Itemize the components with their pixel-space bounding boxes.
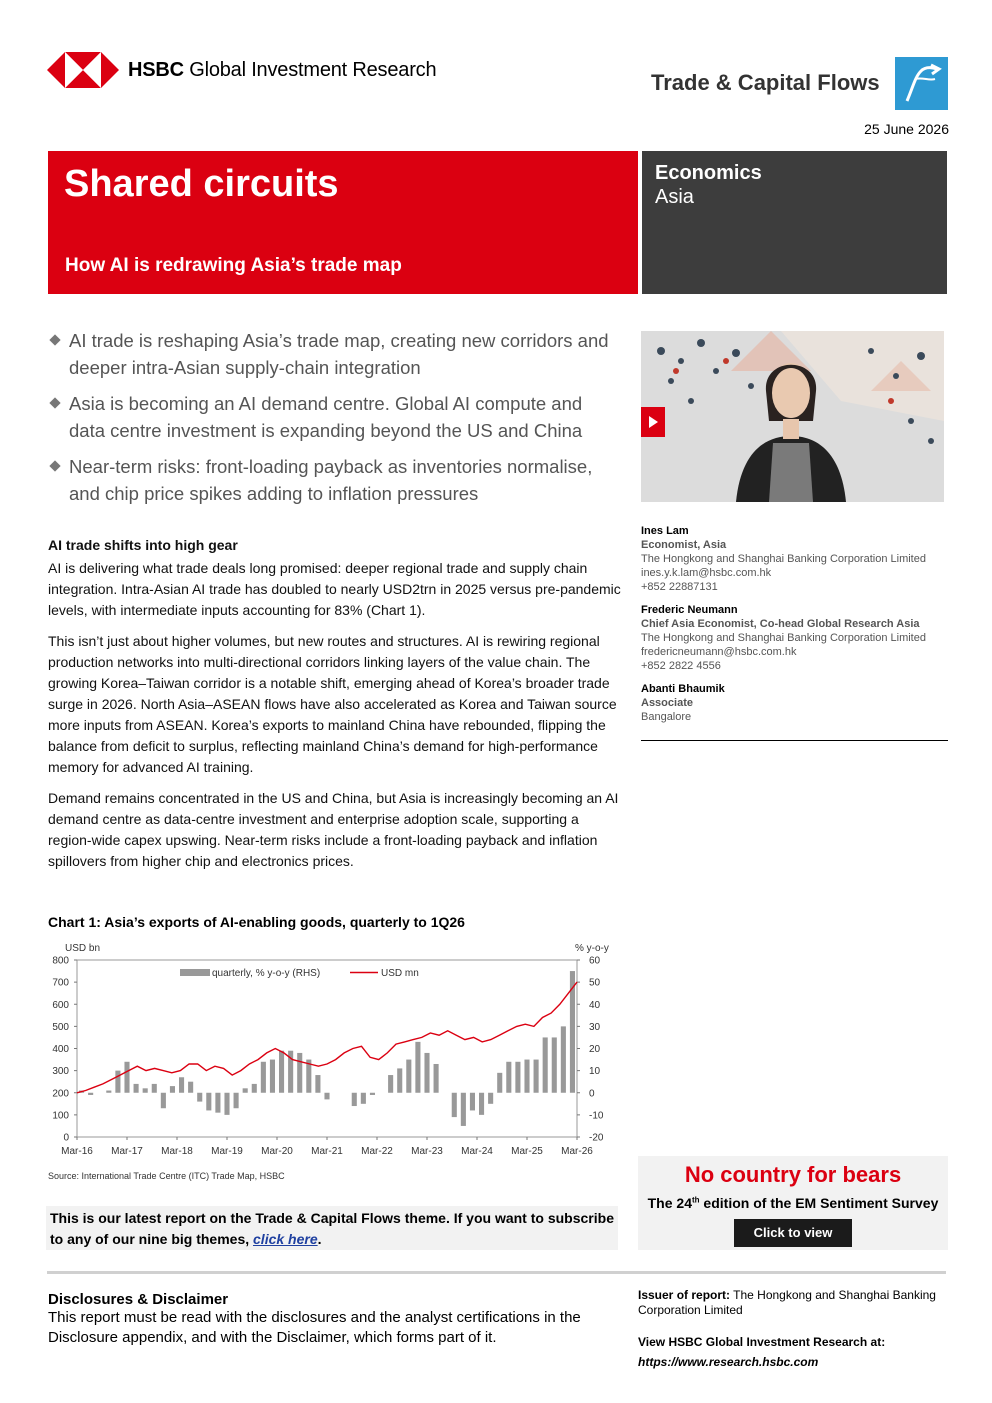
- bar: [324, 1093, 329, 1100]
- analyst-org: The Hongkong and Shanghai Banking Corporation Limited: [641, 553, 926, 565]
- bar: [424, 1053, 429, 1093]
- cta-text: This is our latest report on the Trade & Capital Flows theme. If you want to subscribe to any of our nine big themes,: [50, 1210, 614, 1247]
- analyst-card: [641, 603, 946, 673]
- bar: [388, 1075, 393, 1093]
- x-tick-label: Mar-17: [111, 1146, 143, 1157]
- bar: [188, 1082, 193, 1093]
- body-paragraph: This isn’t just about higher volumes, but new routes and structures. AI is rewiring regional production networks into multi-directional corridors linking layers of the value chain. The growing Korea–Taiwan corridor is a notable shift, emerging ahead of Korea’s broader trade surge in 2026. North Asia–ASEAN flows have also accelerated as Korea and Taiwan source more inputs from ASEAN. Korea’s exports to mainland China have rebounded, flipping the balance from deficit to surplus, reflecting mainland China’s demand for high-performance memory for advanced AI training.: [48, 633, 617, 775]
- click-here-link[interactable]: click here: [253, 1231, 318, 1247]
- bar: [461, 1093, 466, 1126]
- bar: [206, 1093, 211, 1111]
- bar: [534, 1060, 539, 1093]
- report-date: 25 June 2026: [864, 121, 949, 137]
- analyst-org: Bangalore: [641, 711, 692, 723]
- brand-wordmark: [128, 59, 436, 82]
- legend-bar-swatch: [180, 969, 210, 976]
- bar: [243, 1088, 248, 1092]
- plot-frame: [77, 960, 577, 1137]
- y-tick-label-right: -10: [589, 1110, 604, 1122]
- bar: [497, 1073, 502, 1093]
- y-tick-label-right: 40: [589, 999, 601, 1011]
- x-tick-label: Mar-19: [211, 1146, 243, 1157]
- analyst-phone: +852 2822 4556: [641, 660, 721, 672]
- bar: [115, 1071, 120, 1093]
- bar: [506, 1062, 511, 1093]
- promo-subtitle: The 24th edition of the EM Sentiment Survey: [647, 1195, 939, 1211]
- bar: [543, 1037, 548, 1092]
- hsbc-hexagon-icon: [47, 52, 119, 88]
- bar: [252, 1084, 257, 1093]
- body-content: [48, 535, 623, 882]
- analyst-role: Chief Asia Economist, Co-head Global Research Asia: [641, 618, 920, 630]
- issuer-section: [638, 1288, 938, 1370]
- y-tick-label-left: 100: [52, 1110, 69, 1122]
- analyst-role: Associate: [641, 697, 693, 709]
- analyst-name: Abanti Bhaumik: [641, 683, 725, 695]
- bar: [88, 1093, 93, 1095]
- y-tick-label-right: 0: [589, 1088, 595, 1100]
- y-axis-left-unit: USD bn: [65, 943, 101, 954]
- chart-1: [40, 938, 620, 1163]
- bar: [124, 1062, 129, 1093]
- bar: [406, 1060, 411, 1093]
- video-thumbnail[interactable]: [641, 331, 944, 502]
- bar: [179, 1077, 184, 1092]
- bar: [261, 1062, 266, 1093]
- bar: [197, 1093, 202, 1102]
- bar: [134, 1084, 139, 1093]
- key-point: AI trade is reshaping Asia’s trade map, creating new corridors and deeper intra-Asian supply-chain integration: [48, 328, 618, 381]
- bar: [470, 1093, 475, 1111]
- hsbc-logo: [47, 52, 119, 88]
- bar: [452, 1093, 457, 1117]
- promo-title: No country for bears: [684, 1162, 902, 1187]
- analyst-email[interactable]: fredericneumann@hsbc.com.hk: [641, 646, 797, 658]
- x-tick-label: Mar-18: [161, 1146, 193, 1157]
- analyst-email[interactable]: ines.y.k.lam@hsbc.com.hk: [641, 567, 772, 579]
- bar: [370, 1093, 375, 1095]
- analyst-list: [641, 524, 946, 724]
- theme-title: Trade & Capital Flows: [651, 70, 880, 95]
- y-tick-label-left: 300: [52, 1066, 69, 1078]
- x-tick-label: Mar-16: [61, 1146, 93, 1157]
- bar: [152, 1084, 157, 1093]
- key-points: [48, 328, 618, 517]
- bar: [270, 1060, 275, 1093]
- play-icon: [641, 407, 665, 437]
- legend-line-label: USD mn: [381, 968, 419, 979]
- bar: [434, 1064, 439, 1093]
- bar: [170, 1086, 175, 1093]
- y-tick-label-left: 700: [52, 977, 69, 989]
- y-tick-label-right: 30: [589, 1021, 601, 1033]
- region-label: Asia: [655, 186, 694, 208]
- bar: [552, 1037, 557, 1092]
- y-tick-label-right: 50: [589, 977, 601, 989]
- y-tick-label-left: 800: [52, 955, 69, 967]
- category-box: [642, 151, 947, 294]
- brand-name: HSBC: [128, 59, 184, 81]
- section-heading: AI trade shifts into high gear: [48, 537, 238, 553]
- y-tick-label-left: 600: [52, 999, 69, 1011]
- issuer-value: The Hongkong and Shanghai Banking Corporation Limited: [638, 1288, 936, 1317]
- theme-cta: This is our latest report on the Trade & Capital Flows theme. If you want to subscribe to any of our nine big themes, click here.: [46, 1206, 618, 1250]
- bar: [415, 1042, 420, 1093]
- x-tick-label: Mar-20: [261, 1146, 293, 1157]
- disclosures-title: Disclosures & Disclaimer: [48, 1291, 229, 1308]
- brand-subtitle: Global Investment Research: [189, 59, 437, 81]
- bar: [524, 1060, 529, 1093]
- analyst-name: Frederic Neumann: [641, 604, 738, 616]
- bar: [488, 1093, 493, 1104]
- title-banner: [48, 151, 638, 294]
- play-button[interactable]: [641, 407, 665, 437]
- bar: [161, 1093, 166, 1108]
- key-point: Near-term risks: front-loading payback as inventories normalise, and chip price spikes adding to inflation pressures: [48, 454, 618, 507]
- body-paragraph: Demand remains concentrated in the US and China, but Asia is increasingly becoming an AI demand centre as data-centre investment and enterprise adoption scale, supporting a region-wide capex upswing. Near-term risks include a front-loading payback and inflation spillovers from higher chip and electronics prices.: [48, 790, 619, 869]
- diamond-bullet-icon: [49, 334, 60, 345]
- view-research-label: View HSBC Global Investment Research at:: [638, 1335, 886, 1349]
- disclosures-text: This report must be read with the disclosures and the analyst certifications in the Disclosure appendix, and with the Disclaimer, which forms part of it.: [48, 1309, 581, 1346]
- diamond-bullet-icon: [49, 460, 60, 471]
- bar: [315, 1075, 320, 1093]
- analyst-divider: [641, 740, 948, 741]
- bar: [297, 1053, 302, 1093]
- report-title: Shared circuits: [64, 163, 339, 205]
- research-url-link[interactable]: https://www.research.hsbc.com: [638, 1355, 819, 1369]
- y-tick-label-left: 0: [63, 1132, 69, 1144]
- theme-logo-icon: [895, 57, 948, 110]
- bar: [279, 1051, 284, 1093]
- chart-title: Chart 1: Asia’s exports of AI-enabling goods, quarterly to 1Q26: [48, 914, 465, 930]
- analyst-name: Ines Lam: [641, 525, 689, 537]
- y-tick-label-left: 400: [52, 1044, 69, 1055]
- promo-box: [638, 1156, 948, 1250]
- bar: [397, 1068, 402, 1092]
- y-tick-label-right: 20: [589, 1044, 601, 1055]
- y-tick-label-right: 10: [589, 1066, 601, 1078]
- bar: [234, 1093, 239, 1108]
- legend-bar-label: quarterly, % y-o-y (RHS): [212, 968, 321, 979]
- y-tick-label-right: -20: [589, 1132, 604, 1144]
- bar: [361, 1093, 366, 1104]
- click-to-view-button[interactable]: Click to view: [734, 1219, 852, 1247]
- analyst-org: The Hongkong and Shanghai Banking Corporation Limited: [641, 632, 926, 644]
- analyst-role: Economist, Asia: [641, 539, 727, 551]
- presenter-image: [641, 331, 944, 502]
- body-paragraph: AI is delivering what trade deals long promised: deeper regional trade and supply chain integration. Intra-Asian AI trade has doubled to nearly USD2trn in 2025 versus pre-pandemic levels, with intermediate inputs accounting for 83% (Chart 1).: [48, 560, 621, 618]
- analyst-phone: +852 22887131: [641, 581, 718, 593]
- analyst-card: [641, 682, 946, 724]
- x-tick-label: Mar-21: [311, 1146, 343, 1157]
- bar: [479, 1093, 484, 1115]
- bar: [515, 1062, 520, 1093]
- bar: [143, 1088, 148, 1092]
- disclosures-section: [48, 1291, 623, 1348]
- x-tick-label: Mar-25: [511, 1146, 543, 1157]
- x-tick-label: Mar-23: [411, 1146, 443, 1157]
- x-tick-label: Mar-22: [361, 1146, 393, 1157]
- x-tick-label: Mar-26: [561, 1146, 593, 1157]
- report-subtitle: How AI is redrawing Asia’s trade map: [65, 255, 402, 276]
- chart-source: Source: International Trade Centre (ITC) Trade Map, HSBC: [48, 1171, 285, 1181]
- bar: [561, 1026, 566, 1092]
- y-tick-label-right: 60: [589, 955, 601, 967]
- bar: [224, 1093, 229, 1115]
- category-label: Economics: [655, 162, 762, 184]
- footer-divider: [47, 1271, 946, 1274]
- y-tick-label-left: 200: [52, 1088, 69, 1100]
- analyst-card: [641, 524, 946, 594]
- issuer-label: Issuer of report:: [638, 1288, 731, 1302]
- key-point: Asia is becoming an AI demand centre. Global AI compute and data centre investment is expanding beyond the US and China: [48, 391, 618, 444]
- y-axis-right-unit: % y-o-y: [575, 943, 609, 954]
- bar: [215, 1093, 220, 1113]
- x-tick-label: Mar-24: [461, 1146, 493, 1157]
- y-tick-label-left: 500: [52, 1021, 69, 1033]
- bar: [352, 1093, 357, 1106]
- bar: [106, 1091, 111, 1093]
- diamond-bullet-icon: [49, 397, 60, 408]
